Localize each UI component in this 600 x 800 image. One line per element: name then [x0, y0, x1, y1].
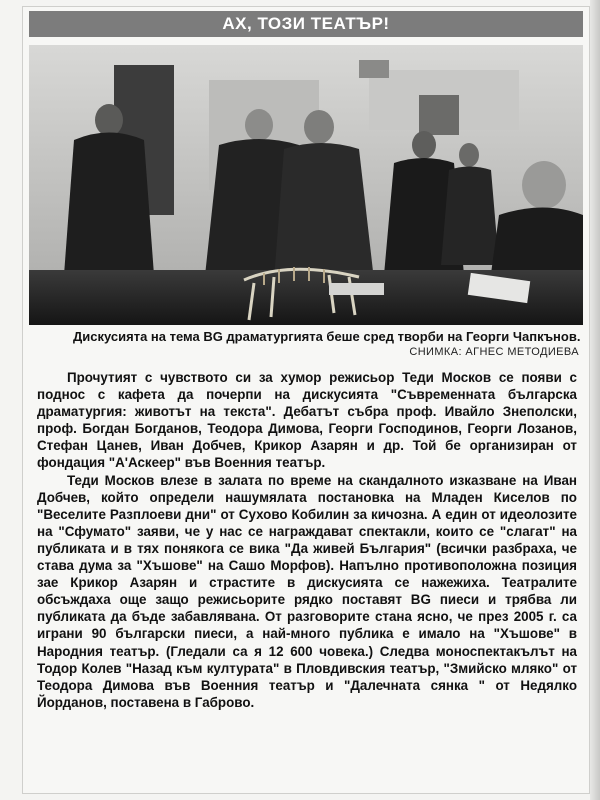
scan-edge: [590, 0, 600, 800]
newspaper-clipping: [22, 6, 590, 794]
section-header: [29, 11, 583, 37]
article-paragraph: Теди Москов влезе в залата по време на скандалното изказване на Иван Добчев, който определи нашумялата постановка на Младен Киселов по "Веселите Разплоеви дни" от Сухово Кобилин за кичозна. А един от идеолозите на "Сфумато" заяви, че у нас се награждават спектакли, които се "слагат" на публиката и в тях понякога се вика "Да живей България" (всички разбраха, че става дума за "Хъшове" на Сашо Морфов). Напълно противоположна позиция зае Крикор Азарян и страстите в дискусията се нажежиха. Театралите обсъждаха още защо режисьорите рядко поставят BG пиеси и трябва ли публиката да бъде забавлявана. От разговорите стана ясно, че през 2005 г. са играни 90 български пиеси, а най-много публика е имало на "Хъшове" в Народния театър. (Гледали са я 12 600 човека.) Следва моноспектакълът на Тодор Колев "Назад към културата" в Пловдивския театър, "Змийско мляко" от Теодора Димова във Военния театър и "Далечната сянка " от Недялко Йорданов, поставена в Габрово.: [37, 472, 577, 710]
photo-illustration: [29, 45, 583, 325]
event-photo: [29, 45, 583, 325]
article-paragraph: Прочутият с чувството си за хумор режисьор Теди Москов се появи с поднос с кафета да почерпи на дискусията "Съвременната българска драматургия: животът на текста". Дебатът събра проф. Ивайло Знеполски, проф. Богдан Богданов, Теодора Димова, Георги Господинов, Георги Лозанов, Стефан Цанев, Иван Добчев, Крикор Азарян и др. Той бе организиран от фондация "А'Аскеер" във Военния театър.: [37, 370, 577, 471]
photo-caption-row: [29, 329, 583, 365]
photo-credit: СНИМКА: АГНЕС МЕТОДИЕВА: [409, 346, 579, 358]
article-body: [37, 369, 577, 711]
section-title: АХ, ТОЗИ ТЕАТЪР!: [222, 14, 390, 33]
photo-caption: Дискусията на тема BG драматургията беше сред творби на Георги Чапкънов.: [73, 329, 581, 344]
